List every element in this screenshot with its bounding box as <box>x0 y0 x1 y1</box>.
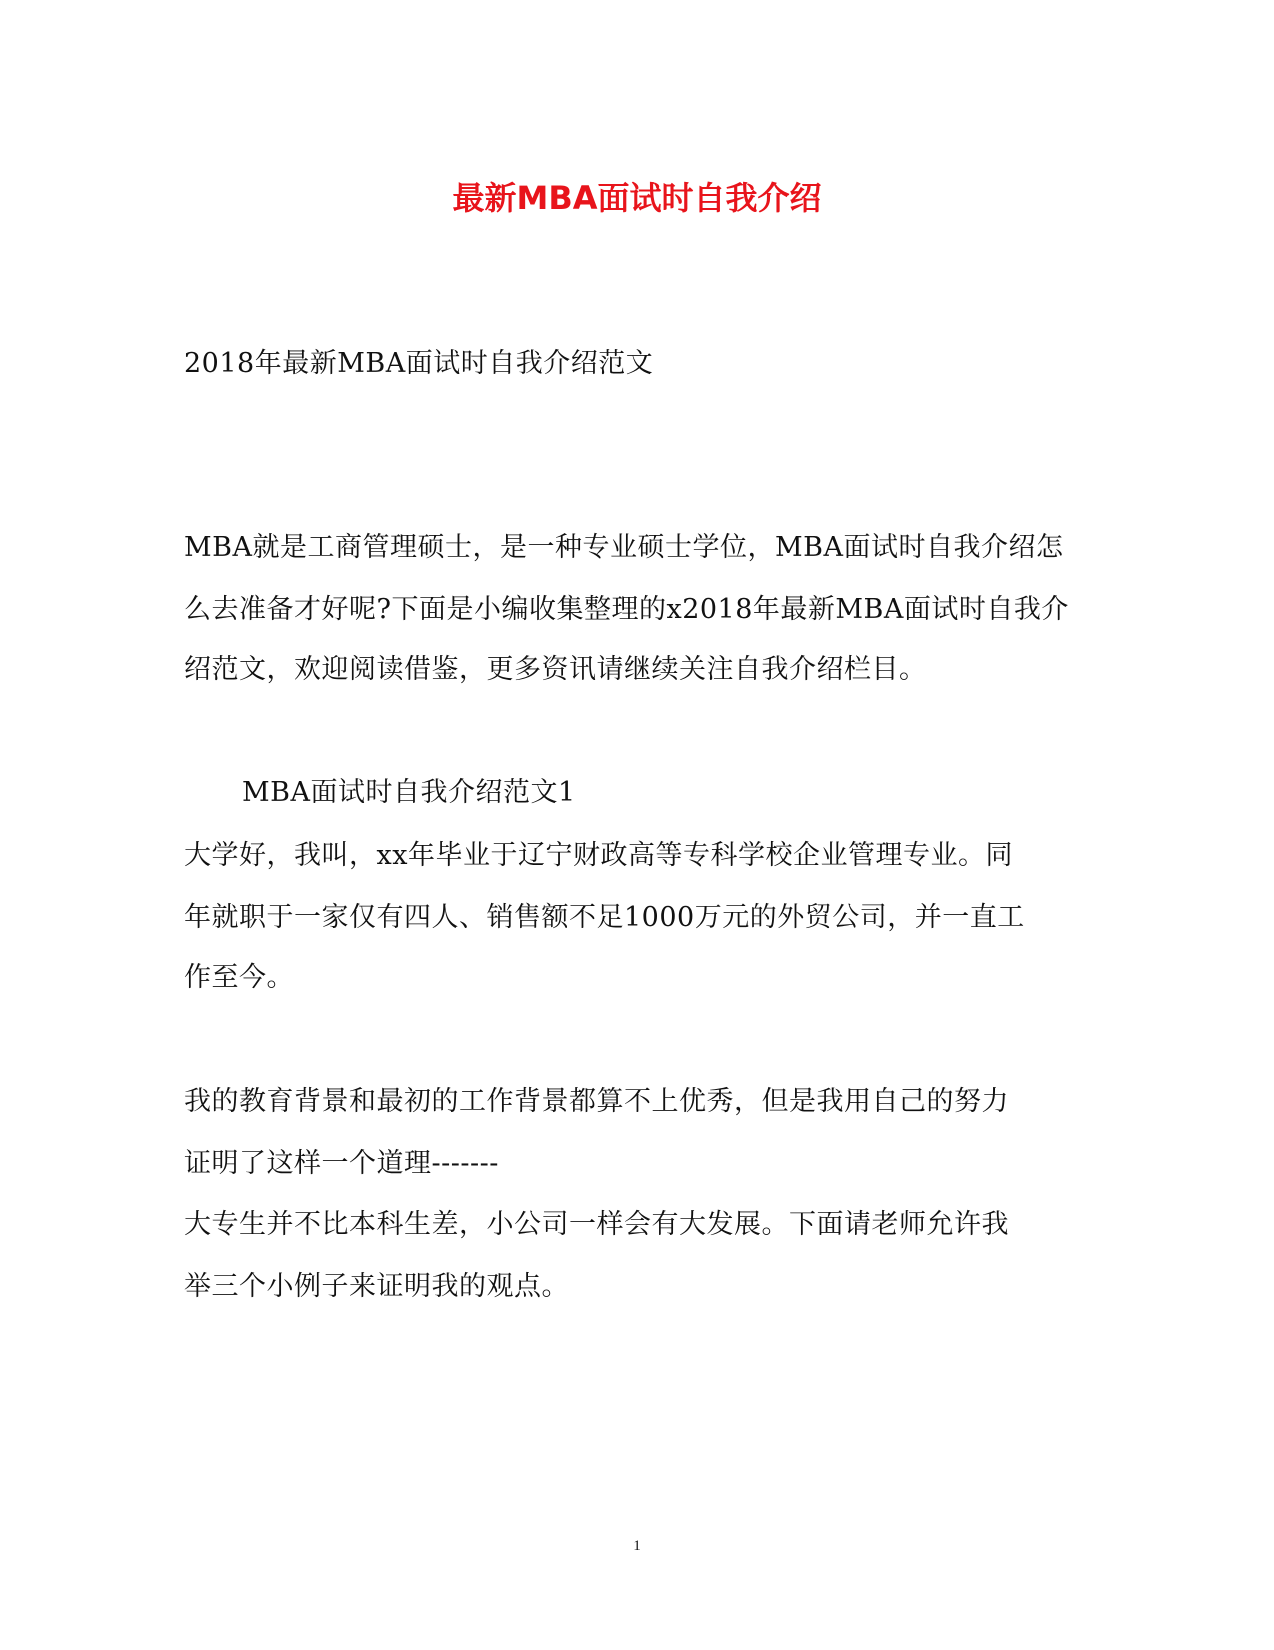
paragraph2-line-1: 我的教育背景和最初的工作背景都算不上优秀，但是我用自己的努力 <box>184 1086 1009 1117</box>
page-number: 1 <box>633 1538 641 1554</box>
intro-line-3: 绍范文，欢迎阅读借鉴，更多资讯请继续关注自我介绍栏目。 <box>184 654 927 685</box>
paragraph2-line-3: 大专生并不比本科生差，小公司一样会有大发展。下面请老师允许我 <box>184 1209 1009 1240</box>
paragraph1-line-2: 年就职于一家仅有四人、销售额不足1000万元的外贸公司，并一直工 <box>184 902 1025 933</box>
intro-line-2: 么去准备才好呢?下面是小编收集整理的x2018年最新MBA面试时自我介 <box>184 594 1069 625</box>
paragraph2-line-2: 证明了这样一个道理------- <box>184 1148 499 1179</box>
paragraph1-line-3: 作至今。 <box>184 962 294 993</box>
paragraph2-line-4: 举三个小例子来证明我的观点。 <box>184 1271 569 1302</box>
paragraph1-line-1: 大学好，我叫，xx年毕业于辽宁财政高等专科学校企业管理专业。同 <box>184 840 1013 871</box>
intro-line-1: MBA就是工商管理硕士，是一种专业硕士学位，MBA面试时自我介绍怎 <box>184 532 1064 563</box>
document-subtitle: 2018年最新MBA面试时自我介绍范文 <box>184 348 654 379</box>
section-heading: MBA面试时自我介绍范文1 <box>242 777 576 808</box>
document-title: 最新MBA面试时自我介绍 <box>452 179 822 217</box>
